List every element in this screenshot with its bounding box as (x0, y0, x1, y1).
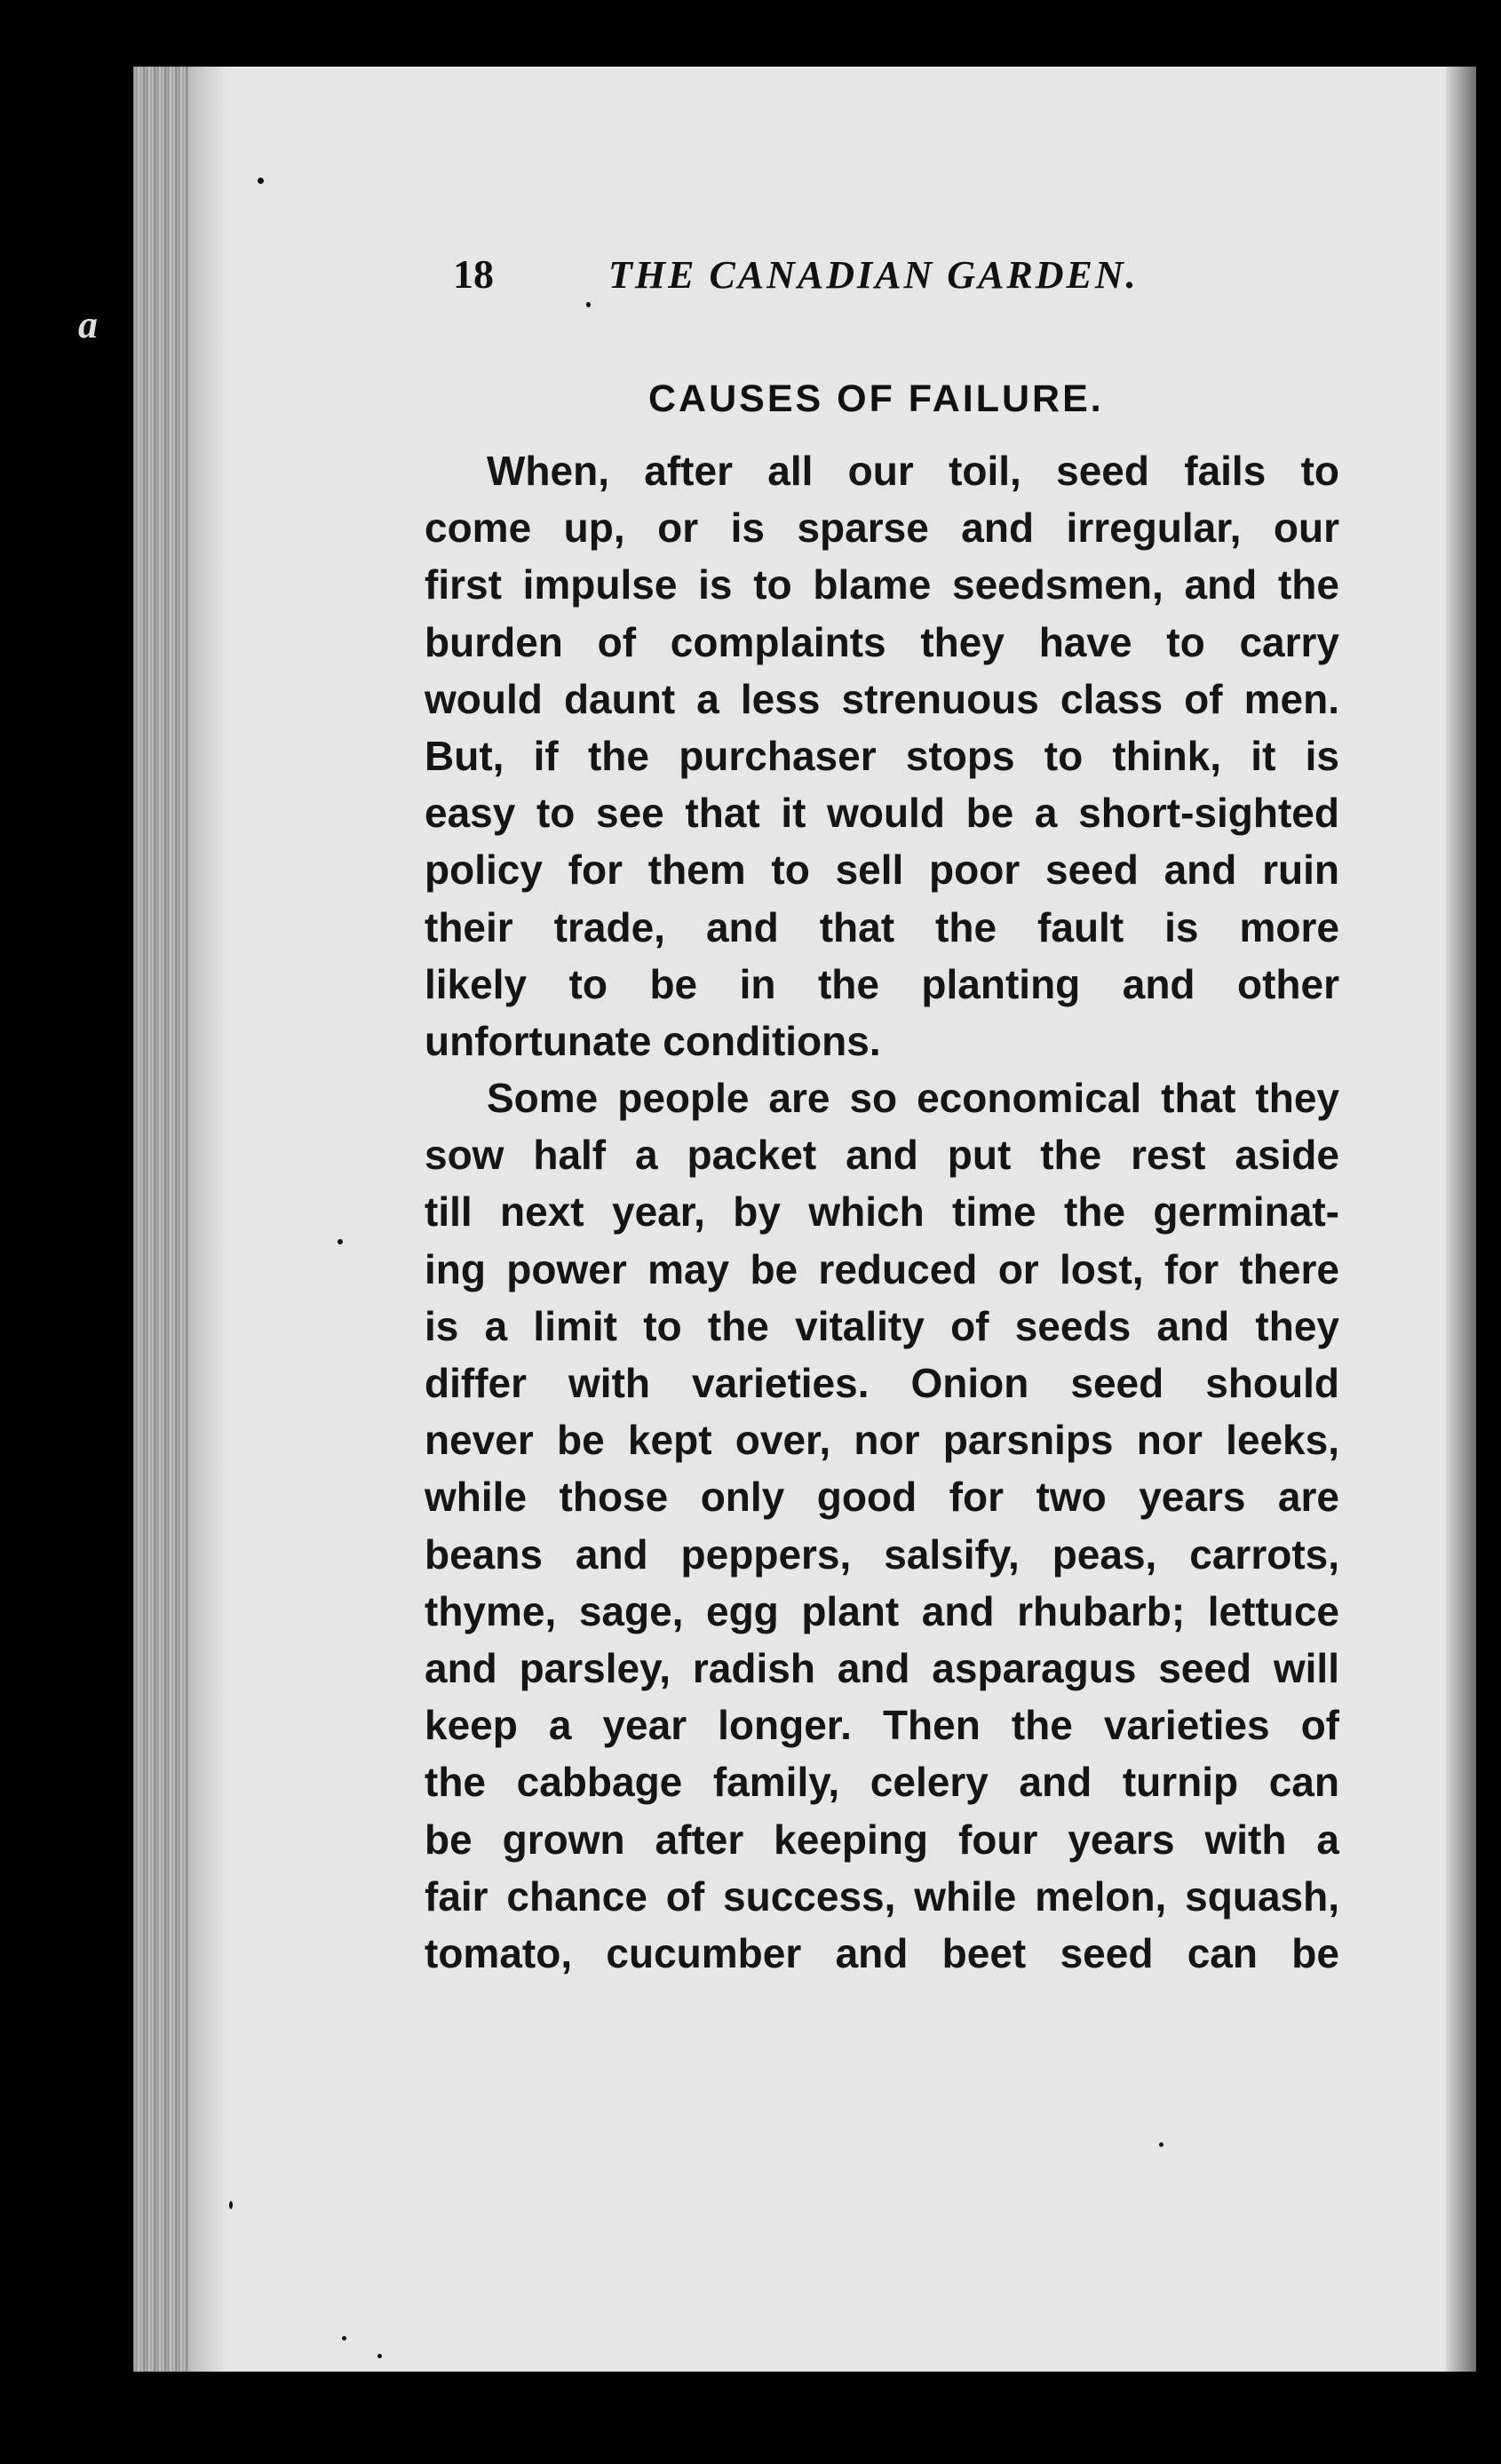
text-line: tomato, cucumber and beet seed can be (425, 1929, 1339, 1976)
text-line: sow half a packet and put the rest aside (425, 1132, 1339, 1179)
text-line: the cabbage family, celery and turnip can (425, 1759, 1339, 1806)
text-line: never be kept over, nor parsnips nor leeks, (425, 1417, 1339, 1464)
binding-edge (188, 67, 224, 2376)
section-heading: CAUSES OF FAILURE. (648, 378, 1104, 420)
text-line: differ with varieties. Onion seed should (425, 1360, 1339, 1406)
running-head (453, 250, 1323, 313)
text-line: policy for them to sell poor seed and ruin (425, 847, 1339, 894)
text-line: come up, or is sparse and irregular, our (425, 505, 1339, 552)
dust-speck (1159, 2142, 1163, 2147)
scan-top-margin (0, 0, 1501, 67)
scan-bottom-margin (0, 2372, 1501, 2464)
dust-speck (258, 178, 264, 184)
book-title: THE CANADIAN GARDEN. (608, 253, 1139, 297)
text-line: beans and peppers, salsify, peas, carrots, (425, 1530, 1339, 1578)
text-line: till next year, by which time the germinat- (425, 1188, 1339, 1236)
text-line: be grown after keeping four years with a (425, 1816, 1339, 1863)
text-line: thyme, sage, egg plant and rhubarb; lettuce (425, 1587, 1339, 1634)
text-line: their trade, and that the fault is more (425, 903, 1339, 950)
scan-right-margin (1476, 0, 1501, 2464)
text-line: keep a year longer. Then the varieties of (425, 1702, 1339, 1749)
paragraph (425, 1069, 1339, 1982)
text-line: easy to see that it would be a short-sighted (425, 790, 1339, 837)
dust-speck (342, 2336, 346, 2341)
text-line: would daunt a less strenuous class of men. (425, 675, 1339, 722)
text-line: is a limit to the vitality of seeds and they (425, 1302, 1339, 1349)
body-text (425, 442, 1339, 1982)
page-binding (133, 67, 188, 2376)
text-line: Some people are so economical that they (487, 1075, 1339, 1122)
paragraph (425, 442, 1339, 1069)
text-line: unfortunate conditions. (425, 1017, 881, 1064)
text-line: first impulse is to blame seedsmen, and the (425, 561, 1339, 608)
dust-speck (338, 1239, 343, 1244)
margin-mark: a (78, 303, 98, 346)
text-line: fair chance of success, while melon, squash, (425, 1872, 1339, 1920)
dust-speck (229, 2201, 233, 2209)
page-number: 18 (453, 251, 494, 297)
text-line: When, after all our toil, seed fails to (487, 448, 1339, 494)
text-line: ing power may be reduced or lost, for there (425, 1245, 1339, 1292)
text-line: while those only good for two years are (425, 1474, 1339, 1521)
dust-speck (377, 2354, 382, 2358)
scan-left-margin (0, 0, 142, 2464)
text-line: But, if the purchaser stops to think, it is (425, 732, 1339, 779)
text-line: and parsley, radish and asparagus seed will (425, 1644, 1339, 1691)
text-line: burden of complaints they have to carry (425, 618, 1339, 665)
text-line: likely to be in the planting and other (425, 960, 1339, 1007)
